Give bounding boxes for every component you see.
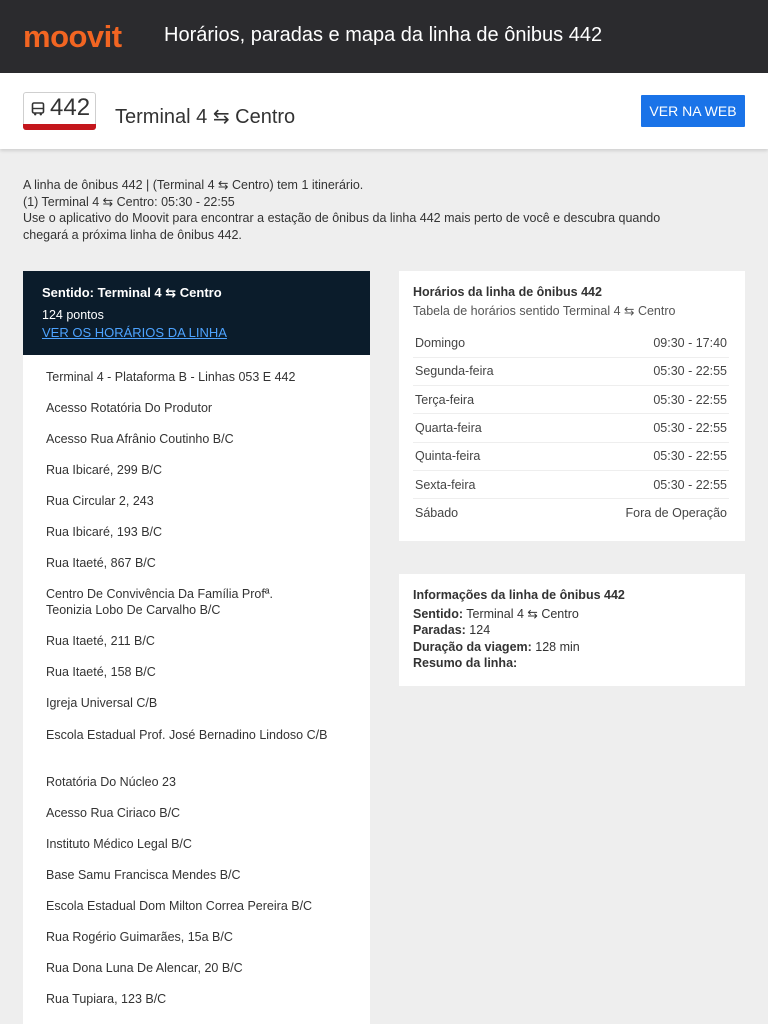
list-item[interactable]: Rua Ibicaré, 299 B/C xyxy=(46,463,163,477)
route-number: 442 xyxy=(50,94,91,121)
info-direction xyxy=(413,606,579,621)
info-title: Informações da linha de ônibus 442 xyxy=(413,588,625,602)
intro-line: (1) Terminal 4 ⇆ Centro: 05:30 - 22:55 xyxy=(23,194,235,209)
direction-header xyxy=(23,271,370,355)
bus-icon xyxy=(31,102,45,116)
list-item[interactable]: Terminal 4 - Plataforma B - Linhas 053 E 442 xyxy=(46,370,296,384)
list-item[interactable]: Igreja Universal C/B xyxy=(46,696,158,710)
time-cell: 05:30 - 22:55 xyxy=(552,470,729,498)
time-cell: 05:30 - 22:55 xyxy=(552,357,729,385)
day-cell: Segunda-feira xyxy=(413,357,552,385)
list-item[interactable]: Acesso Rua Afrânio Coutinho B/C xyxy=(46,432,234,446)
time-cell: 09:30 - 17:40 xyxy=(552,329,729,357)
table-row xyxy=(413,357,729,385)
direction-card xyxy=(23,271,370,1024)
table-row xyxy=(413,442,729,470)
time-cell: 05:30 - 22:55 xyxy=(552,442,729,470)
day-cell: Sexta-feira xyxy=(413,470,552,498)
time-cell: Fora de Operação xyxy=(625,506,727,521)
intro-line: A linha de ônibus 442 | (Terminal 4 ⇆ Centro) tem 1 itinerário. xyxy=(23,178,364,192)
list-item[interactable]: Rua Itaeté, 158 B/C xyxy=(46,665,156,679)
day-cell: Terça-feira xyxy=(413,386,552,414)
intro-line: chegará a próxima linha de ônibus 442. xyxy=(23,227,242,242)
table-row xyxy=(413,470,729,498)
info-summary xyxy=(413,656,517,670)
schedule-subtitle: Tabela de horários sentido Terminal 4 ⇆ Centro xyxy=(413,304,676,318)
table-row xyxy=(413,414,729,442)
list-item[interactable]: Base Samu Francisca Mendes B/C xyxy=(46,868,241,882)
info-stops xyxy=(413,623,490,637)
intro-text xyxy=(23,177,745,243)
schedule-card xyxy=(399,271,745,541)
time-cell: 05:30 - 22:55 xyxy=(552,386,729,414)
moovit-logo[interactable]: moovit xyxy=(23,19,122,54)
list-item[interactable]: Instituto Médico Legal B/C xyxy=(46,837,192,851)
info-label: Paradas: xyxy=(413,623,466,637)
day-cell: Sábado xyxy=(415,506,459,521)
list-item[interactable]: Rua Itaeté, 867 B/C xyxy=(46,556,156,570)
schedule-title: Horários da linha de ônibus 442 xyxy=(413,285,602,299)
info-value: Terminal 4 ⇆ Centro xyxy=(466,607,579,621)
intro-line: Use o aplicativo do Moovit para encontrar a estação de ônibus da linha 442 mais perto de você e descubra quando xyxy=(23,211,661,225)
list-item[interactable]: Rua Circular 2, 243 xyxy=(46,494,154,508)
time-cell: 05:30 - 22:55 xyxy=(552,414,729,442)
view-on-web-button[interactable]: VER NA WEB xyxy=(641,95,745,127)
route-color-stripe xyxy=(23,124,96,130)
list-item[interactable]: Acesso Rua Ciriaco B/C xyxy=(46,806,181,820)
day-cell: Quinta-feira xyxy=(413,442,552,470)
info-label: Resumo da linha: xyxy=(413,656,518,670)
table-row xyxy=(413,329,729,357)
info-value: 124 xyxy=(469,623,491,637)
view-schedule-link[interactable]: VER OS HORÁRIOS DA LINHA xyxy=(42,325,227,340)
list-item[interactable]: Rua Dona Luna De Alencar, 20 B/C xyxy=(46,961,243,975)
list-item[interactable]: Escola Estadual Dom Milton Correa Pereira B/C xyxy=(46,899,313,913)
stops-count: 124 pontos xyxy=(42,308,104,322)
info-label: Sentido: xyxy=(413,607,463,621)
direction-title: Sentido: Terminal 4 ⇆ Centro xyxy=(42,285,222,300)
route-title: Terminal 4 ⇆ Centro xyxy=(115,106,296,128)
info-duration xyxy=(413,640,580,654)
list-item[interactable]: Rua Ibicaré, 193 B/C xyxy=(46,525,163,539)
list-item[interactable]: Escola Estadual Prof. José Bernadino Lindoso C/B xyxy=(46,728,328,742)
route-badge xyxy=(23,92,96,130)
info-label: Duração da viagem: xyxy=(413,640,532,654)
line-info-card xyxy=(399,574,745,686)
list-item[interactable]: Rotatória Do Núcleo 23 xyxy=(46,775,176,789)
top-bar xyxy=(0,0,768,73)
day-cell: Domingo xyxy=(413,329,552,357)
day-cell: Quarta-feira xyxy=(413,414,552,442)
list-item[interactable]: Rua Tupiara, 123 B/C xyxy=(46,992,167,1006)
table-row xyxy=(413,386,729,414)
list-item[interactable]: Rua Itaeté, 211 B/C xyxy=(46,634,155,648)
schedule-table xyxy=(413,329,729,527)
list-item[interactable]: Acesso Rotatória Do Produtor xyxy=(46,401,213,415)
list-item[interactable]: Centro De Convivência Da Família Profª. Teonizia Lobo De Carvalho B/C xyxy=(46,587,273,617)
page-title: Horários, paradas e mapa da linha de ônibus 442 xyxy=(164,24,603,46)
table-row xyxy=(413,499,729,527)
list-item[interactable]: Rua Rogério Guimarães, 15a B/C xyxy=(46,930,233,944)
info-value: 128 min xyxy=(535,640,580,654)
